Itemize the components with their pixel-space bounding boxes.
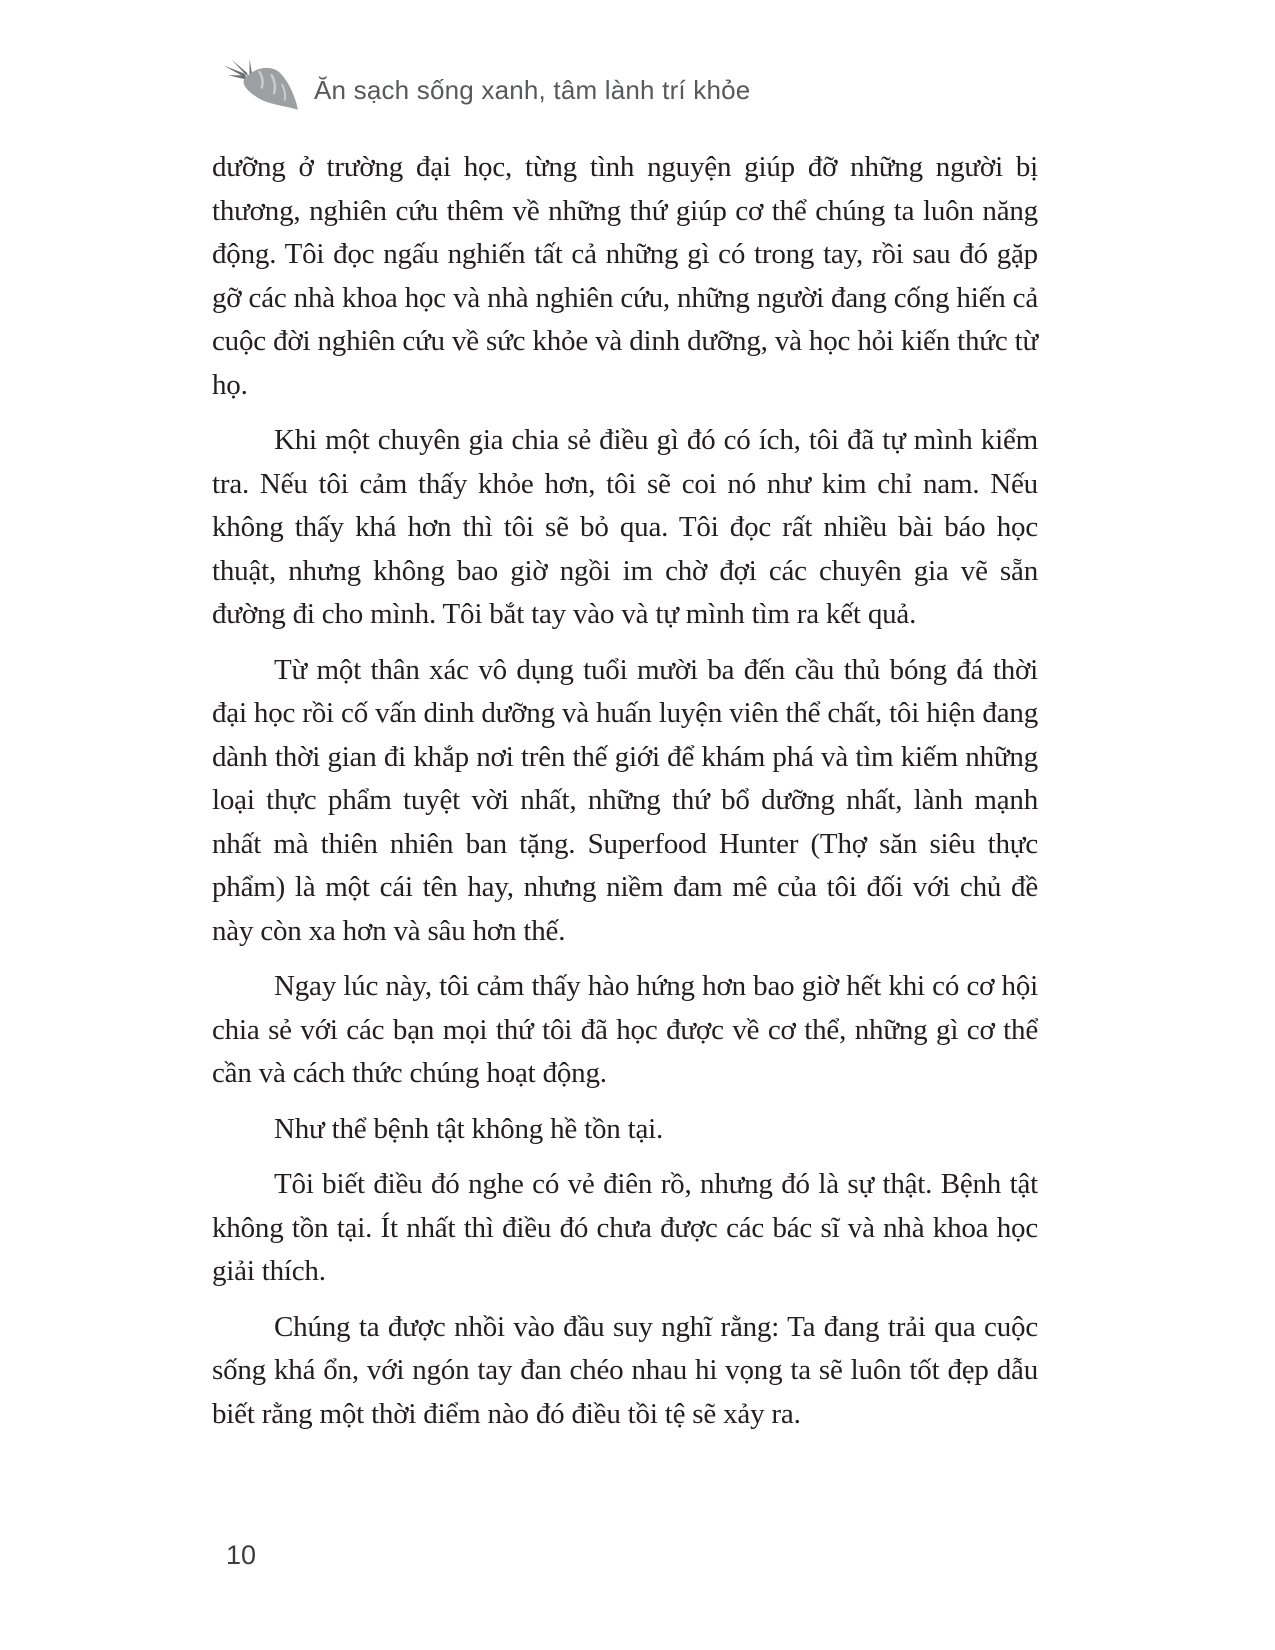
paragraph: dưỡng ở trường đại học, từng tình nguyện giúp đỡ những người bị thương, nghiên cứu thêm về những thứ giúp cơ thể chúng ta luôn năng động. Tôi đọc ngấu nghiến tất cả những gì có trong tay, rồi sau đó gặp gỡ các nhà khoa học và nhà nghiên cứu, những người đang cống hiến cả cuộc đời nghiên cứu về sức khỏe và dinh dưỡng, và học hỏi kiến thức từ họ. <box>212 151 1038 401</box>
paragraph: Khi một chuyên gia chia sẻ điều gì đó có ích, tôi đã tự mình kiểm tra. Nếu tôi cảm thấy khỏe hơn, tôi sẽ coi nó như kim chỉ nam. Nếu không thấy khá hơn thì tôi sẽ bỏ qua. Tôi đọc rất nhiều bài báo học thuật, nhưng không bao giờ ngồi im chờ đợi các chuyên gia vẽ sẵn đường đi cho mình. Tôi bắt tay vào và tự mình tìm ra kết quả. <box>212 424 1038 630</box>
paragraph: Ngay lúc này, tôi cảm thấy hào hứng hơn bao giờ hết khi có cơ hội chia sẻ với các bạn mọi thứ tôi đã học được về cơ thể, những gì cơ thể cần và cách thức chúng hoạt động. <box>212 970 1038 1089</box>
paragraph: Tôi biết điều đó nghe có vẻ điên rồ, nhưng đó là sự thật. Bệnh tật không tồn tại. Ít nhất thì điều đó chưa được các bác sĩ và nhà khoa học giải thích. <box>212 1168 1038 1287</box>
page-number: 10 <box>226 1540 257 1570</box>
running-header <box>220 56 750 124</box>
body-text <box>212 146 1038 1436</box>
paragraph: Từ một thân xác vô dụng tuổi mười ba đến cầu thủ bóng đá thời đại học rồi cố vấn dinh dưỡng và huấn luyện viên thể chất, tôi hiện đang dành thời gian đi khắp nơi trên thế giới để khám phá và tìm kiếm những loại thực phẩm tuyệt vời nhất, những thứ bổ dưỡng nhất, lành mạnh nhất mà thiên nhiên ban tặng. Superfood Hunter (Thợ săn siêu thực phẩm) là một cái tên hay, nhưng niềm đam mê của tôi đối với chủ đề này còn xa hơn và sâu hơn thế. <box>212 653 1038 947</box>
carrot-icon <box>220 57 302 123</box>
paragraph: Như thể bệnh tật không hề tồn tại. <box>274 1112 664 1145</box>
running-title: Ăn sạch sống xanh, tâm lành trí khỏe <box>314 74 751 105</box>
paragraph: Chúng ta được nhồi vào đầu suy nghĩ rằng: Ta đang trải qua cuộc sống khá ổn, với ngón tay đan chéo nhau hi vọng ta sẽ luôn tốt đẹp dẫu biết rằng một thời điểm nào đó điều tồi tệ sẽ xảy ra. <box>212 1310 1038 1430</box>
